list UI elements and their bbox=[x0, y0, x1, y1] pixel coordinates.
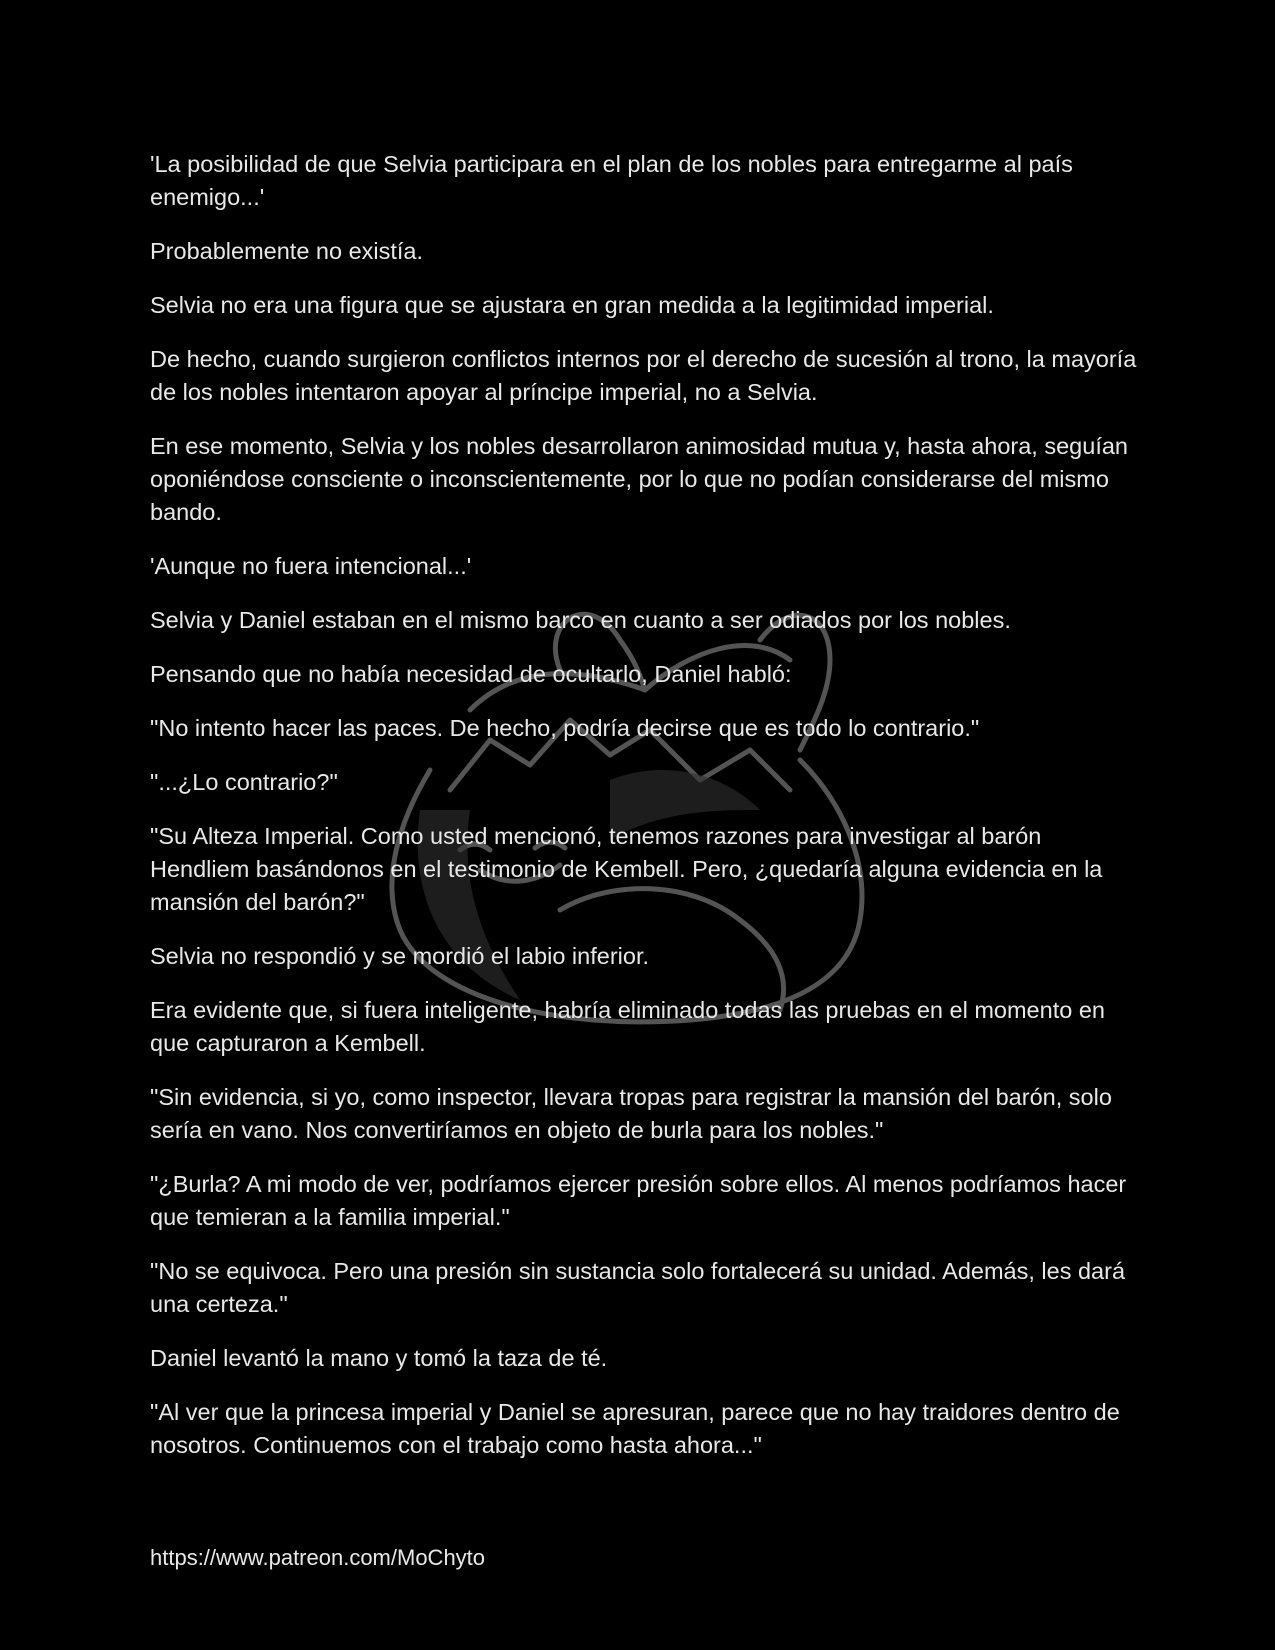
paragraph: "¿Burla? A mi modo de ver, podríamos ejercer presión sobre ellos. Al menos podríamos hacer que temieran a la familia imperial." bbox=[150, 1171, 1127, 1230]
story-text bbox=[150, 148, 1140, 1483]
paragraph: 'Aunque no fuera intencional...' bbox=[150, 553, 472, 579]
paragraph: Era evidente que, si fuera inteligente, habría eliminado todas las pruebas en el momento en que capturaron a Kembell. bbox=[150, 997, 1105, 1056]
paragraph: "...¿Lo contrario?" bbox=[150, 769, 338, 795]
paragraph: "Su Alteza Imperial. Como usted mencionó, tenemos razones para investigar al barón Hendliem basándonos en el testimonio de Kembell. Pero, ¿quedaría alguna evidencia en la mansión del barón?" bbox=[150, 823, 1103, 915]
paragraph: Selvia no era una figura que se ajustara en gran medida a la legitimidad imperial. bbox=[150, 292, 994, 318]
paragraph: Daniel levantó la mano y tomó la taza de té. bbox=[150, 1345, 608, 1371]
paragraph: Pensando que no había necesidad de ocultarlo, Daniel habló: bbox=[150, 661, 792, 687]
paragraph: De hecho, cuando surgieron conflictos internos por el derecho de sucesión al trono, la mayoría de los nobles intentaron apoyar al príncipe imperial, no a Selvia. bbox=[150, 346, 1137, 405]
paragraph: En ese momento, Selvia y los nobles desarrollaron animosidad mutua y, hasta ahora, seguían oponiéndose consciente o inconscientemente, por lo que no podían considerarse del mismo bando. bbox=[150, 433, 1128, 525]
paragraph: Probablemente no existía. bbox=[150, 238, 424, 264]
paragraph: "Al ver que la princesa imperial y Daniel se apresuran, parece que no hay traidores dentro de nosotros. Continuemos con el trabajo como hasta ahora..." bbox=[150, 1399, 1120, 1458]
paragraph: "Sin evidencia, si yo, como inspector, llevara tropas para registrar la mansión del barón, solo sería en vano. Nos convertiríamos en objeto de burla para los nobles." bbox=[150, 1084, 1112, 1143]
paragraph: 'La posibilidad de que Selvia participara en el plan de los nobles para entregarme al país enemigo...' bbox=[150, 151, 1073, 210]
paragraph: "No intento hacer las paces. De hecho, podría decirse que es todo lo contrario." bbox=[150, 715, 980, 741]
patreon-link[interactable]: https://www.patreon.com/MoChyto bbox=[150, 1545, 486, 1570]
paragraph: Selvia no respondió y se mordió el labio inferior. bbox=[150, 943, 649, 969]
paragraph: "No se equivoca. Pero una presión sin sustancia solo fortalecerá su unidad. Además, les dará una certeza." bbox=[150, 1258, 1126, 1317]
paragraph: Selvia y Daniel estaban en el mismo barco en cuanto a ser odiados por los nobles. bbox=[150, 607, 1011, 633]
